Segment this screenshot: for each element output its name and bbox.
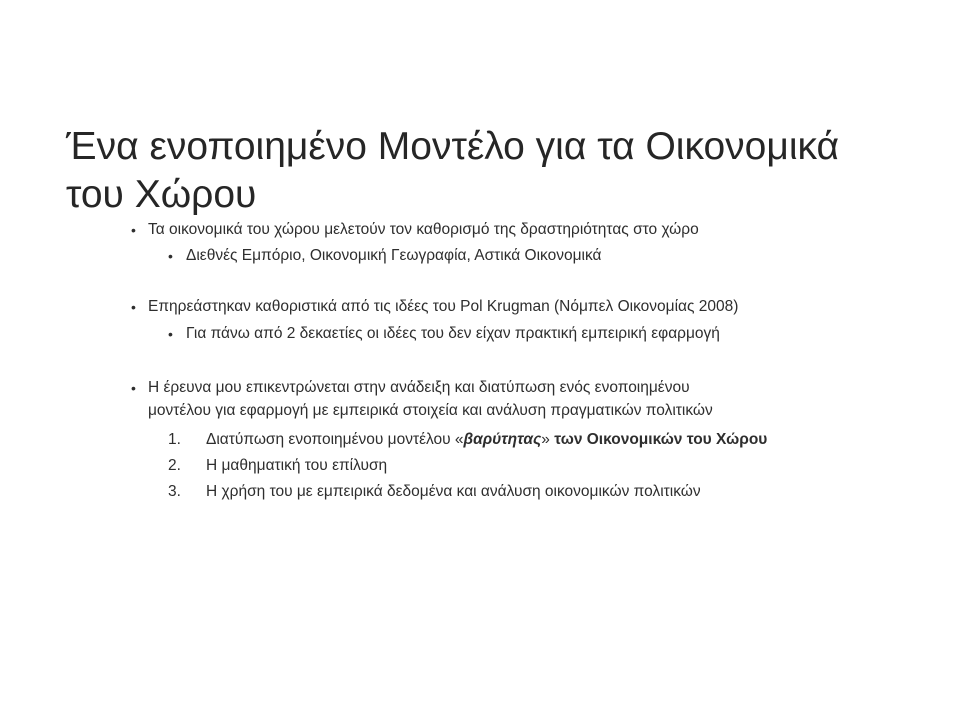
bullet-text-spatial-economics: Τα οικονομικά του χώρου μελετούν τον καθορισμό της δραστηριότητας στο χώρο bbox=[148, 221, 699, 238]
numbered-marker: 1. bbox=[168, 431, 181, 448]
sub-bullet-text-no-empirical: Για πάνω από 2 δεκαετίες οι ιδέες του δεν είχαν πρακτική εμπειρική εφαρμογή bbox=[186, 325, 720, 342]
sub-bullet-marker: • bbox=[168, 326, 173, 342]
bullet-text-research-line-1: Η έρευνα μου επικεντρώνεται στην ανάδειξη και διατύπωση ενός ενοποιημένου bbox=[148, 379, 690, 396]
numbered-item-solution: Η μαθηματική του επίλυση bbox=[206, 457, 388, 474]
slide-title bbox=[66, 123, 926, 219]
numbered-marker: 3. bbox=[168, 483, 181, 500]
sub-bullet-text-fields: Διεθνές Εμπόριο, Οικονομική Γεωγραφία, Αστικά Οικονομικά bbox=[186, 247, 602, 264]
numbered-item-text: » bbox=[541, 431, 555, 448]
bullet-marker: • bbox=[131, 299, 136, 315]
numbered-item-gravity-model bbox=[206, 430, 767, 450]
numbered-marker: 2. bbox=[168, 457, 181, 474]
sub-bullet-marker: • bbox=[168, 248, 173, 264]
numbered-item-text: Διατύπωση ενοποιημένου μοντέλου « bbox=[206, 431, 464, 448]
bullet-text-research-line-2: μοντέλου για εφαρμογή με εμπειρικά στοιχεία και ανάλυση πραγματικών πολιτικών bbox=[148, 402, 713, 419]
emphasis-spatial-economics: των Οικονομικών του Χώρου bbox=[554, 431, 768, 448]
emphasis-gravity: βαρύτητας bbox=[463, 431, 542, 448]
numbered-item-empirical-use: Η χρήση του με εμπειρικά δεδομένα και ανάλυση οικονομικών πολιτικών bbox=[206, 483, 701, 500]
slide-title-line-2: του Χώρου bbox=[66, 173, 257, 216]
bullet-text-krugman: Επηρεάστηκαν καθοριστικά από τις ιδέες του Pol Krugman (Νόμπελ Οικονομίας 2008) bbox=[148, 298, 739, 315]
bullet-marker: • bbox=[131, 222, 136, 238]
slide-title-line-1: Ένα ενοποιημένο Μοντέλο για τα Οικονομικά bbox=[66, 125, 840, 168]
bullet-marker: • bbox=[131, 380, 136, 396]
